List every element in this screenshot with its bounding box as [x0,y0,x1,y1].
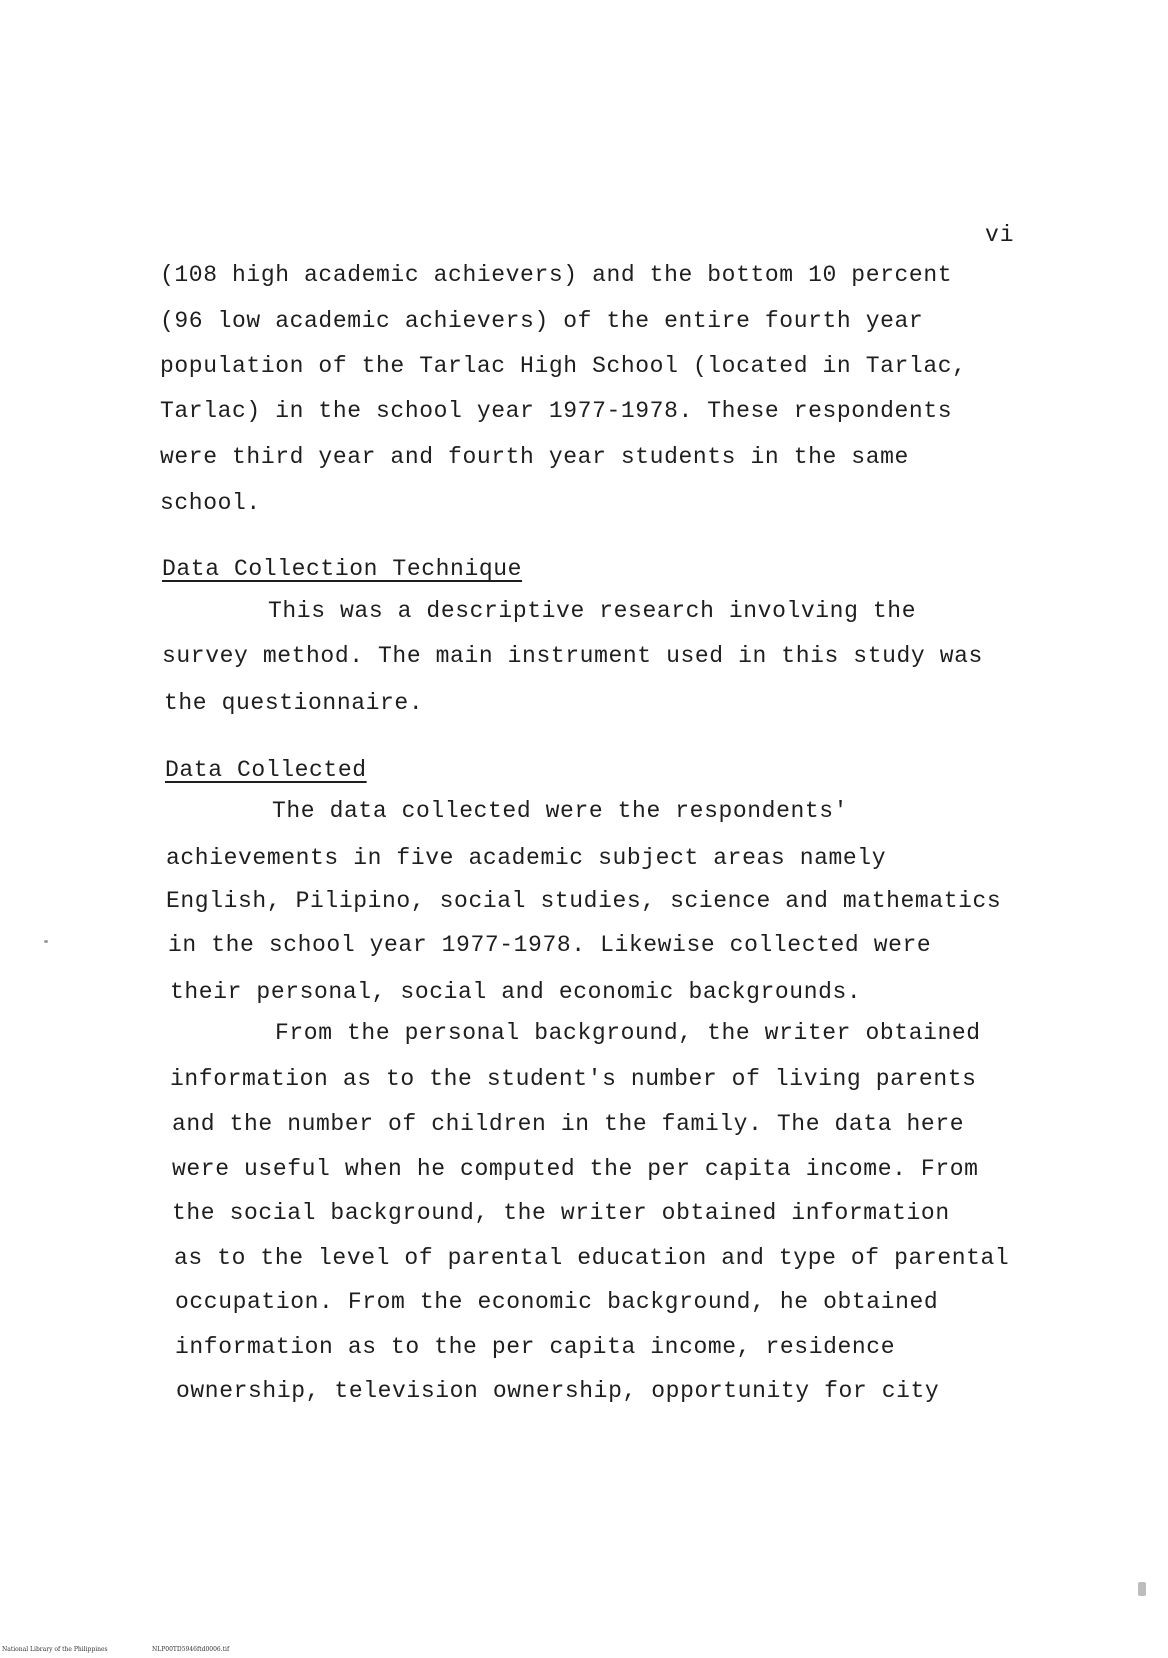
collected-p2-line-3: and the number of children in the family. The data here [172,1111,965,1137]
scan-mark [1138,1582,1146,1596]
collected-p1-line-5: their personal, social and economic backgrounds. [170,979,862,1005]
collected-p1-line-1: The data collected were the respondents' [272,798,849,824]
scan-speck [44,940,48,943]
footer-library: National Library of the Philippines [2,1646,108,1653]
collected-p1-line-3: English, Pilipino, social studies, science and mathematics [166,888,1002,914]
technique-line-3: the questionnaire. [164,690,424,716]
collected-p2-line-5: the social background, the writer obtained information [172,1200,950,1226]
collected-p2-line-1: From the personal background, the writer obtained [275,1020,981,1046]
intro-line-1: (108 high academic achievers) and the bottom 10 percent [160,262,953,288]
technique-line-1: This was a descriptive research involving the [268,598,917,624]
intro-line-5: were third year and fourth year students in the same [160,444,909,470]
collected-p2-line-6: as to the level of parental education and type of parental [174,1245,1010,1271]
footer-file-id: NLP00TD5946ftd0006.tif [152,1646,230,1653]
collected-p2-line-2: information as to the student's number of living parents [170,1066,977,1092]
collected-p2-line-9: ownership, television ownership, opportunity for city [176,1378,940,1404]
collected-p1-line-2: achievements in five academic subject areas namely [166,845,887,871]
collected-p2-line-4: were useful when he computed the per capita income. From [172,1156,979,1182]
intro-line-2: (96 low academic achievers) of the entire fourth year [160,308,924,334]
section-heading-technique: Data Collection Technique [162,556,523,582]
intro-line-6: school. [160,490,261,516]
intro-line-4: Tarlac) in the school year 1977-1978. These respondents [160,398,953,424]
technique-line-2: survey method. The main instrument used in this study was [162,643,983,669]
collected-p1-line-4: in the school year 1977-1978. Likewise collected were [168,932,932,958]
collected-p2-line-8: information as to the per capita income, residence [175,1334,896,1360]
intro-line-3: population of the Tarlac High School (located in Tarlac, [160,353,967,379]
collected-p2-line-7: occupation. From the economic background, he obtained [175,1289,939,1315]
section-heading-collected: Data Collected [165,757,367,783]
page-number: vi [985,222,1015,248]
